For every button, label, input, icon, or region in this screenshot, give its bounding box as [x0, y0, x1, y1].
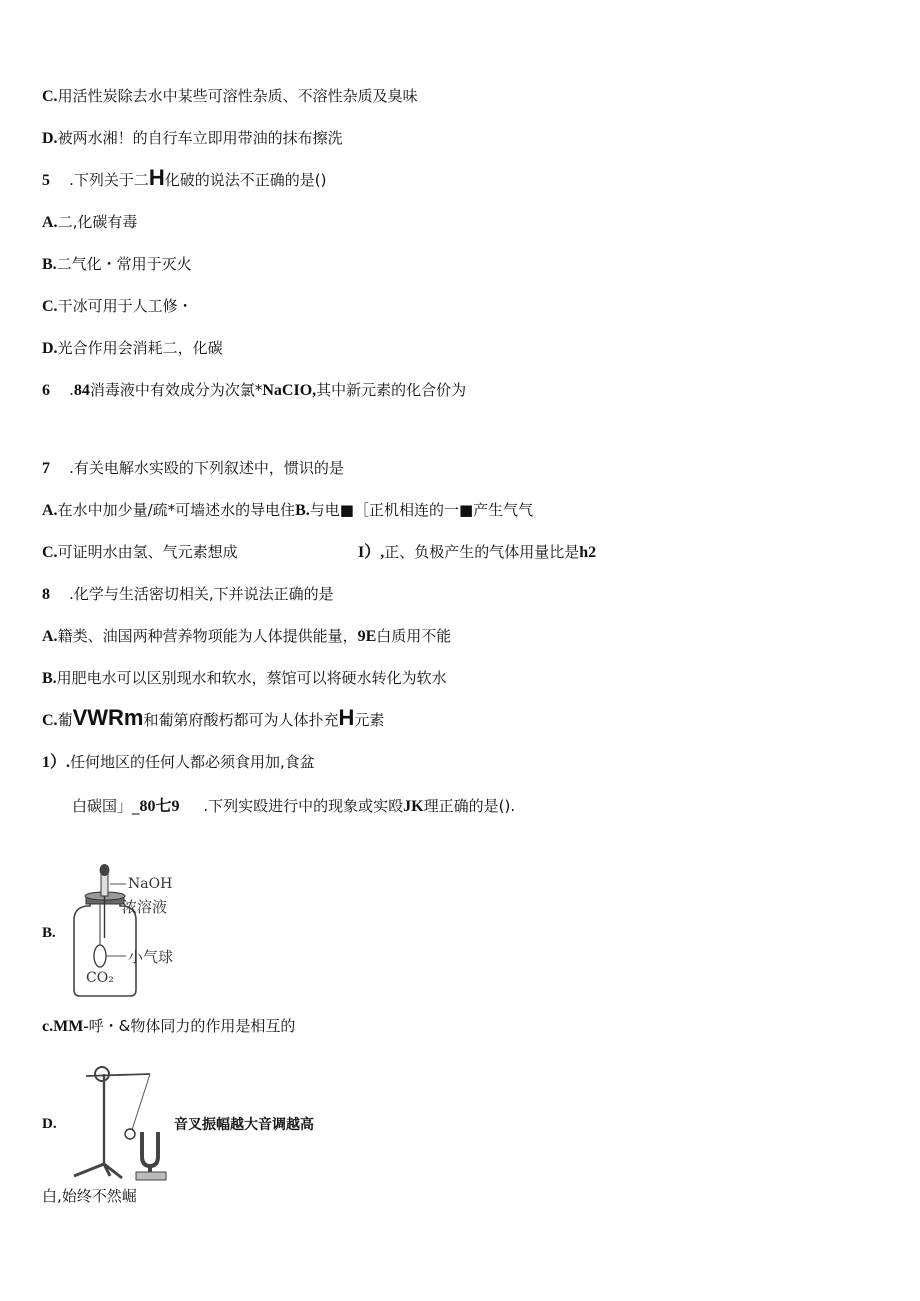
option-prefix: D.: [42, 340, 58, 357]
question-bold: 84: [73, 382, 90, 399]
q7-option-c: [42, 542, 238, 563]
option-c-figure-line: [42, 1016, 295, 1037]
option-text-pre: 葡: [57, 711, 73, 729]
figure-d-label: D.: [42, 1116, 57, 1132]
question-7: [42, 458, 344, 479]
q7-options-ab: [42, 500, 533, 521]
option-text: 籍类、油国两种营养物项能为人体提供能量，: [57, 627, 358, 645]
last-line-text: 白,始终不然崛: [42, 1187, 137, 1205]
option-big-glyph: VWRm: [72, 705, 144, 730]
pendulum-string: [132, 1074, 150, 1130]
co2-label: CO₂: [86, 970, 114, 986]
question-number: 6: [42, 382, 50, 399]
option-prefix: C.: [42, 712, 58, 729]
option-bold: 9E: [357, 628, 377, 645]
option-text: 呼・&物体同力的作用是相互的: [88, 1017, 296, 1035]
option-prefix: A.: [42, 628, 58, 645]
q5-option-c: [42, 296, 193, 317]
figure-b-label: B.: [42, 925, 56, 941]
dropper-bulb: [100, 864, 110, 876]
q5-option-b: [42, 254, 192, 275]
balloon: [94, 945, 106, 967]
option-prefix: C.: [42, 298, 58, 315]
q7-option-d: [358, 542, 596, 563]
q8-option-d: [42, 752, 315, 773]
option-prefix: D.: [42, 130, 58, 147]
option-prefix: I）,: [358, 544, 385, 561]
question-text-pre: .: [69, 381, 74, 399]
question-text: .有关电解水实殴的下列叙述中，惯识的是: [69, 459, 344, 477]
question-6: [42, 380, 466, 401]
tuning-fork-figure: [66, 1060, 176, 1182]
option-prefix: A.: [42, 502, 58, 519]
question-text-post: 其中新元素的化合价为: [316, 381, 467, 399]
question-text-mid: .下列实殴进行中的现象或实殴: [203, 797, 404, 815]
option-prefix: B.: [42, 670, 57, 687]
naoh-label: NaOH: [128, 876, 173, 892]
question-bold-2: JK: [403, 798, 424, 815]
option-text: 用肥电水可以区别现水和软水，蔡馆可以将硬水转化为软水: [56, 669, 447, 687]
option-prefix: C.: [42, 88, 58, 105]
option-text: 与电■［正机相连的一■产生气气: [309, 501, 534, 519]
option-d-line: [42, 128, 343, 149]
stand-base: [74, 1164, 122, 1178]
option-text-post: 白质用不能: [376, 627, 452, 645]
option-text: 二气化・常用于灭火: [56, 255, 192, 273]
question-number: 7: [42, 460, 50, 477]
option-suffix: h2: [579, 544, 597, 561]
question-text-pre: 白碳国」_: [72, 797, 140, 815]
option-text: 任何地区的任何人都必须食用加,食盆: [70, 753, 315, 771]
option-text: 干冰可用于人工修・: [57, 297, 193, 315]
question-number: 8: [42, 586, 50, 603]
question-text-post: 理正确的是().: [423, 797, 516, 815]
option-text: 光合作用会消耗二，化碳: [57, 339, 223, 357]
fork-base: [136, 1172, 166, 1180]
question-big-glyph: H: [148, 165, 165, 190]
option-prefix: C.: [42, 544, 58, 561]
question-bold: 80七9: [139, 798, 180, 815]
balloon-label: 小气球: [128, 948, 174, 966]
question-text-pre: .下列关于二: [69, 171, 149, 189]
option-text: 可证明水由氢、气元素想成: [57, 543, 238, 561]
clamp: [95, 1067, 109, 1081]
question-8: [42, 584, 334, 605]
option-bold: MM-: [53, 1018, 89, 1035]
option-prefix: B.: [42, 256, 57, 273]
q8-option-a: [42, 626, 451, 647]
option-prefix: A.: [42, 214, 58, 231]
question-bold-formula: NaCIO,: [262, 382, 317, 399]
q5-option-d: [42, 338, 223, 359]
figure-d-caption: 音叉振幅越大音调越高: [174, 1117, 314, 1133]
option-c-line: [42, 86, 418, 107]
tuning-fork: [142, 1132, 158, 1166]
question-text-mid: 消毒液中有效成分为次氯*: [89, 381, 263, 399]
question-text: .化学与生活密切相关,下并说法正确的是: [69, 585, 334, 603]
option-prefix: 1）.: [42, 754, 71, 771]
q8-option-c: [42, 705, 385, 731]
last-line: [42, 1186, 137, 1206]
q8-option-b: [42, 668, 447, 689]
q5-option-a: [42, 212, 137, 233]
question-9: [72, 796, 515, 817]
question-text-post: 化破的说法不正确的是(): [164, 171, 327, 189]
option-text: 二,化碳有毒: [57, 213, 138, 231]
question-number: 5: [42, 172, 50, 189]
option-text: 正、负极产生的气体用量比是: [384, 543, 580, 561]
option-big-glyph-2: H: [338, 705, 355, 730]
option-text-mid: 和葡第府酸朽都可为人体扑充: [143, 711, 339, 729]
option-text-post: 元素: [354, 711, 385, 729]
option-prefix: B.: [295, 502, 310, 519]
pendulum-ball: [125, 1129, 135, 1139]
solution-label: 浓溶液: [122, 898, 168, 916]
option-prefix: c.: [42, 1018, 54, 1035]
option-text: 在水中加少量/疏*可墙述水的导电住: [57, 501, 296, 519]
option-text: 被两水湘！的自行车立即用带油的抹布擦洗: [57, 129, 343, 147]
option-text: 用活性炭除去水中某些可溶性杂质、不溶性杂质及臭味: [57, 87, 418, 105]
question-5: [42, 165, 327, 191]
